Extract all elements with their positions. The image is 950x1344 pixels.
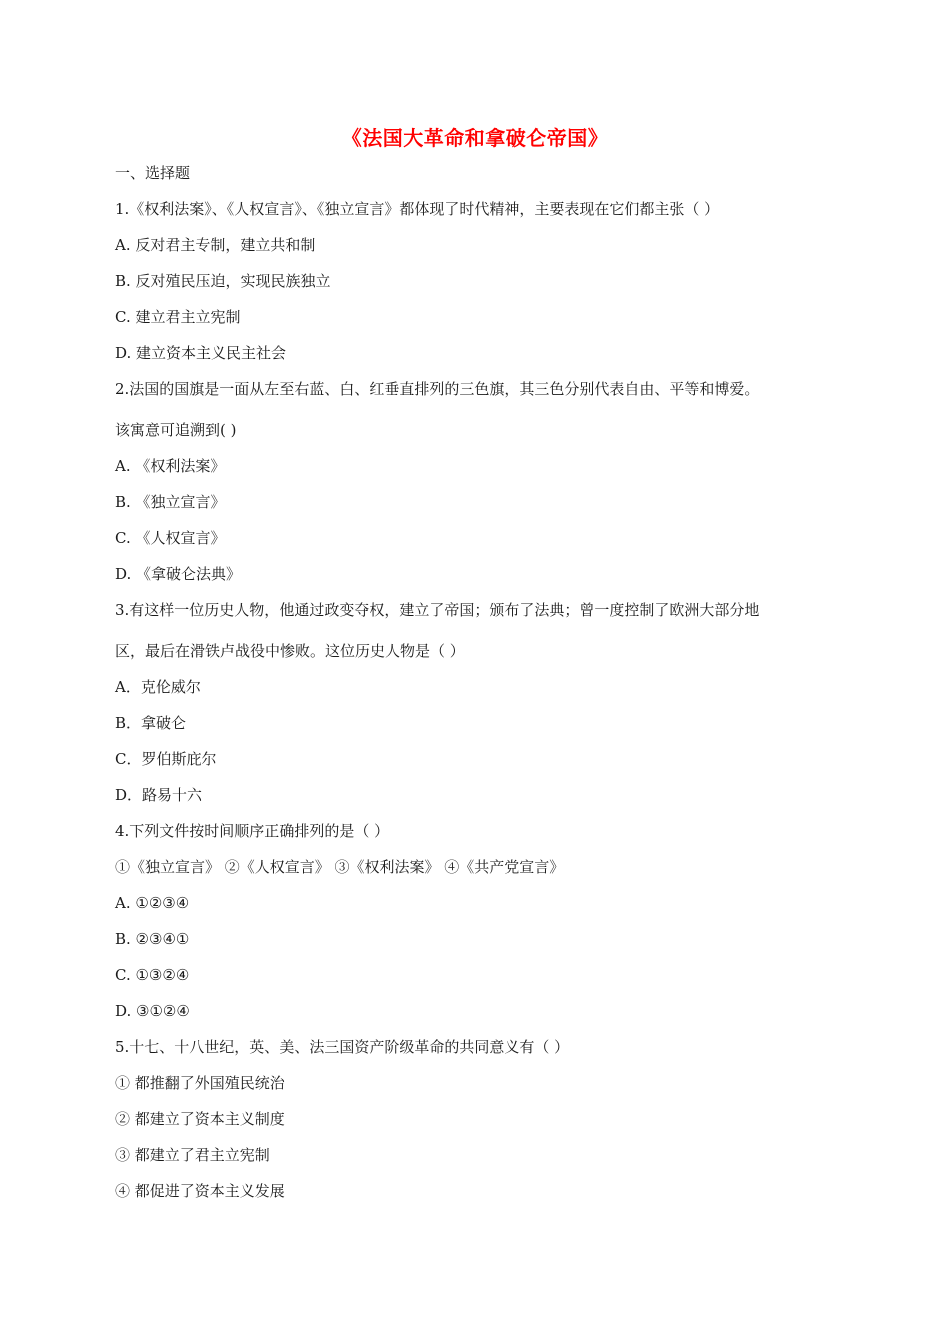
question-4-option-b: B. ②③④① [115,930,190,948]
question-2-stem-line-2: 该寓意可追溯到( ) [115,421,237,439]
question-5-stem: 5.十七、十八世纪，英、美、法三国资产阶级革命的共同意义有（ ） [115,1038,570,1056]
question-3-option-a: A．克伦威尔 [115,678,201,696]
question-3-option-b: B．拿破仑 [115,714,187,732]
question-4-items: ①《独立宣言》 ②《人权宣言》 ③《权利法案》 ④《共产党宣言》 [115,858,565,876]
question-1-option-b: B. 反对殖民压迫，实现民族独立 [115,272,331,290]
question-3-stem-line-2: 区，最后在滑铁卢战役中惨败。这位历史人物是（ ） [115,642,465,660]
question-5-item-1: ① 都推翻了外国殖民统治 [115,1074,285,1092]
question-4-option-c: C. ①③②④ [115,966,190,984]
question-3-option-d: D．路易十六 [115,786,203,804]
section-heading: 一、选择题 [115,164,191,182]
question-2-option-b: B. 《独立宣言》 [115,493,226,511]
question-4-stem: 4.下列文件按时间顺序正确排列的是（ ） [115,822,390,840]
question-5-item-2: ② 都建立了资本主义制度 [115,1110,285,1128]
question-1-option-a: A. 反对君主专制，建立共和制 [115,236,316,254]
document-title: 《法国大革命和拿破仑帝国》 [341,126,609,150]
question-2-stem-line-1: 2.法国的国旗是一面从左至右蓝、白、红垂直排列的三色旗，其三色分别代表自由、平等和博爱。 [115,380,760,398]
question-5-item-3: ③ 都建立了君主立宪制 [115,1146,270,1164]
question-1-option-c: C. 建立君主立宪制 [115,308,241,326]
question-5-item-4: ④ 都促进了资本主义发展 [115,1182,285,1200]
question-1-option-d: D. 建立资本主义民主社会 [115,344,287,362]
question-4-option-a: A. ①②③④ [115,894,190,912]
question-4-option-d: D. ③①②④ [115,1002,190,1020]
question-3-stem-line-1: 3.有这样一位历史人物，他通过政变夺权，建立了帝国；颁布了法典；曾一度控制了欧洲大部分地 [115,601,760,619]
question-1-stem: 1.《权利法案》、《人权宣言》、《独立宣言》都体现了时代精神，主要表现在它们都主张（ ） [115,200,720,218]
question-3-option-c: C．罗伯斯庇尔 [115,750,217,768]
question-2-option-d: D. 《拿破仑法典》 [115,565,242,583]
question-2-option-c: C. 《人权宣言》 [115,529,226,547]
question-2-option-a: A. 《权利法案》 [115,457,226,475]
